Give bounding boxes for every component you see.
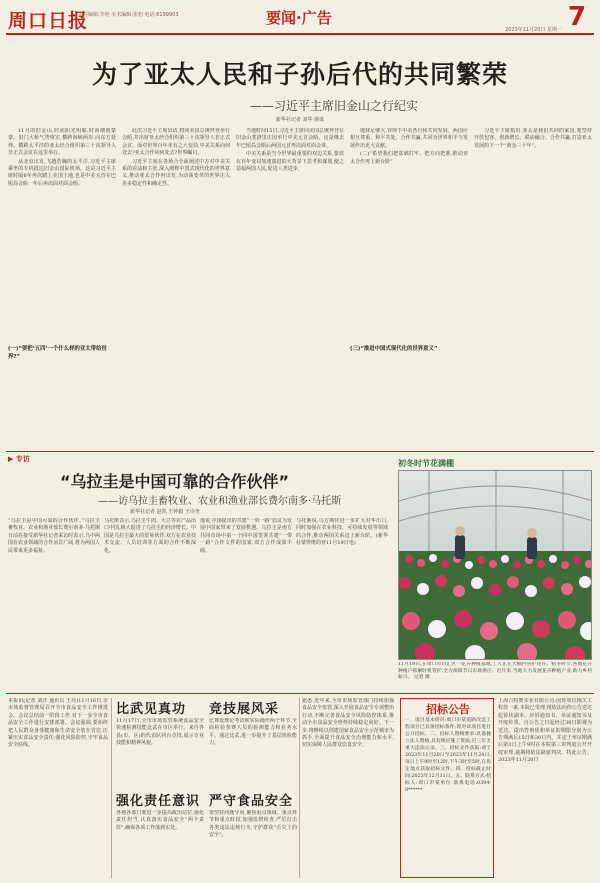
brief-headline-3: 强化责任意识 xyxy=(116,794,201,809)
arrow-icon: ▶ xyxy=(8,455,14,463)
photo-caption: 11月19日,在周口市川汇区一花卉种植基地,工人正在大棚内管护花卉。初冬时节,各地花卉种植户抓紧时机管护,全力保障节日市场供应。近年来,当地大力发展花卉种植产业,助力乡村振兴。 记者 摄 xyxy=(398,662,592,681)
bottom-divider xyxy=(6,693,594,694)
brief-text-4: 要坚持问题导向,聚焦重点领域、重点环节和重点时段,加强监督检查,严厉打击各类违法违规行为,守护群众“舌尖上的安全”。 xyxy=(209,810,297,839)
brief-text-2: 比赛设理论考试和实际操作两个环节,全面检验参赛人员的检测能力和业务水平。通过比武,进一步提升了基层快检能力。 xyxy=(209,718,297,747)
paragraph: 当地时间15日,习近平主席同美国总统拜登在旧金山斐洛里庄园举行中美元首会晤。这是继去年巴厘岛会晤后两国元首再次面对面会谈。 xyxy=(236,128,344,149)
lead-byline: 新华社记者 刘华 韩梁 xyxy=(275,117,325,123)
staff-info: 责任编辑:李艳 美术编辑:张旭 电话:6199903 xyxy=(78,12,179,18)
brief-headline-1: 比武见真功 xyxy=(116,702,187,717)
paragraph: 11月的旧金山,时而阳光明媚,时而细雨蒙蒙。旧门大桥气势恢宏,横跨海峡两岸,向东方延伸。横跨太平洋的亚太经合组织第三十次领导人非正式会议在这里举行。 xyxy=(8,128,116,157)
masthead xyxy=(6,4,594,34)
newspaper-logo: 周口日报 xyxy=(8,10,89,32)
tender-notice-box xyxy=(400,698,494,878)
lead-column-4 xyxy=(350,128,468,338)
interview-subtitle: ——访乌拉圭畜牧业、农业和渔业部长费尔南多·马托斯 xyxy=(98,496,342,507)
paragraph: (二)“希望我们把基础打牢、把方向把准,推动亚太合作再上新台阶” xyxy=(350,151,468,165)
paragraph: 此次习近平主席出访,将同美国总统拜登举行会晤,并出席亚太经合组织第三十次领导人非正式会议。面对世界百年未有之大变局,中美关系向何处去?亚太合作向何处去?世界瞩目。 xyxy=(122,128,230,157)
interview-column-1: “乌拉圭是中国可靠的合作伙伴。”乌拉圭畜牧业、农业和渔业部长费尔南多·马托斯日前在接受新华社记者采访时表示,乌中两国在农业领域的合作前景广阔,将为两国人民带来更多福祉。 xyxy=(8,518,100,554)
paragraph: 地球足够大,容得下中美各自和共同发展。两国应相互尊重、和平共处、合作共赢,共同为世界和平与发展作出更大贡献。 xyxy=(350,128,468,149)
lead-headline: 为了亚太人民和子孙后代的共同繁荣 xyxy=(91,60,508,89)
interview-column-4: 马托斯说,乌方期待进一步扩大对华出口,同时加强在农业科技、可持续发展等领域的合作,推动两国关系迈上新台阶。(新华社蒙得维的亚11月19日电) xyxy=(296,518,388,547)
section-subhead: (三)“推进中国式现代化的世界意义” xyxy=(350,346,438,352)
tender-notice-title: 招标公告 xyxy=(426,703,470,716)
lead-column-3 xyxy=(236,128,344,338)
greenhouse-illustration xyxy=(399,471,592,660)
column-divider xyxy=(111,698,112,878)
section-name: 要闻·广告 xyxy=(266,9,332,27)
paragraph: 从北京出发,飞越浩瀚的太平洋,习近平主席乘坐的专机抵达旧金山国际机场。这是习近平主席时隔6年再次踏上美国土地,也是中美元首在巴厘岛会晤一年后再次面对面会晤。 xyxy=(8,158,116,187)
lead-column-1 xyxy=(8,128,116,338)
issue-date: 2023年11月20日 星期一 xyxy=(504,27,562,33)
paragraph: 中美关系是当今世界最重要的双边关系,要放在百年变局加速演进的大背景下思考和谋划,使之造福两国人民,促进人类进步。 xyxy=(236,151,344,173)
paragraph: 习近平主席指出,亚太是我们共同的家园,要坚持开放包容、创新增长、联动融合、合作共赢,打造亚太发展的下一个“黄金三十年”。 xyxy=(474,128,592,149)
header-rule xyxy=(6,33,594,35)
tag-label: 专访 xyxy=(15,455,30,463)
lead-column-2 xyxy=(122,128,230,338)
greenhouse-photo xyxy=(398,470,592,660)
brief-continued: 据悉,近年来,全市市场监管部门持续加强食品安全监管,深入开展食品安全专项整治行动,不断完善食品安全风险防控体系,推动全市食品安全形势持续稳定向好。下一步,将继续以创建国家食品安全示范城市为抓手,全面提升食品安全治理能力和水平,切实保障人民群众饮食安全。 xyxy=(302,698,394,749)
column-divider xyxy=(299,698,300,878)
tender-notice-body: 一、项目基本情况:周口市某道路改造工程项目已具备招标条件,现对该项目进行公开招标。二、投标人资格要求:具备独立法人资格,具有相应施工资质,近三年无重大违法记录。三、招标文件获取:请于2023年11月20日至2023年11月24日,每日上午9时至12时,下午3时至5时,在指定地点获取招标文件。四、投标截止时间:2023年12月11日。五、联系方式:招标人:周口市某单位 联系电话:0394-8****** xyxy=(405,718,491,793)
lead-column-5 xyxy=(474,128,592,338)
photo-title: 初冬时节花满棚 xyxy=(398,459,454,468)
court-notice: 上海吉特奥实业有限公司:因你单位拖欠工程款一案,本院已受理,现依法向你公告送达起诉状副本、应诉通知书、举证通知书及开庭传票。自公告之日起经过30日即视为送达。提出答辩状和举证的期限分别为公告期满后15日和30日内。并定于举证期满后第3日上午9时在本院第三审判庭公开开庭审理,逾期将依法缺席判决。特此公告。2023年11月20日 xyxy=(498,698,592,764)
interview-tag xyxy=(8,454,30,464)
interview-column-3: 他说,中国提出的共建“一带一路”倡议为发展中国家带来了发展机遇。乌拉圭是南方共同市场中第一个同中国签署共建“一带一路”合作文件的国家,双方合作成果丰硕。 xyxy=(200,518,292,554)
interview-column-2: 马托斯表示,乌拉圭牛肉、大豆等农产品出口中国,极大促进了乌拉圭的经济增长。中国是乌拉圭最大的贸易伙伴,双方在农业技术交流、人员培训等方面的合作不断深化。 xyxy=(104,518,196,554)
brief-headline-4: 严守食品安全 xyxy=(209,794,294,809)
news-brief-intro: 本报讯(记者 刘洋 通讯员 王亮)11月16日,市市场监督管理局召开全市食品安全工作推进会。会议总结前一阶段工作,对下一步全市食品安全工作进行安排部署。会议强调,要始终把人民群众身体健康和生命安全放在首位,压紧压实食品安全责任,强化风险防控,守牢食品安全底线。 xyxy=(8,698,108,749)
section-subhead: (一)“要把‘五四’一个什么样的亚太带给世界?” xyxy=(8,346,107,360)
interview-headline: “乌拉圭是中国可靠的合作伙伴” xyxy=(60,472,290,491)
brief-text-1: 11月17日,全市市场监管系统食品安全快速检测技能比武在市区举行。来自各县(市、区)的代表队同台竞技,展示专业技能和精神风貌。 xyxy=(116,718,204,747)
interview-byline: 新华社记者 赵凯 王钟毅 王诗尧 xyxy=(130,509,200,515)
article-divider xyxy=(6,451,594,452)
lead-subtitle: ——习近平主席旧金山之行纪实 xyxy=(250,99,419,113)
page-number: 7 xyxy=(567,2,586,32)
paragraph: 习近平主席在各场合全面阐述中方对中美关系的看法和主张,深入阐释中国式现代化的世界意义,推动亚太合作再出发,为动荡变革的世界注入更多稳定性和确定性。 xyxy=(122,158,230,187)
brief-headline-2: 竞技展风采 xyxy=(209,702,280,717)
brief-text-3: 各地各部门要进一步提高政治站位,强化责任担当,认真落实食品安全“两个责任”,确保各项工作落到实处。 xyxy=(116,810,204,831)
